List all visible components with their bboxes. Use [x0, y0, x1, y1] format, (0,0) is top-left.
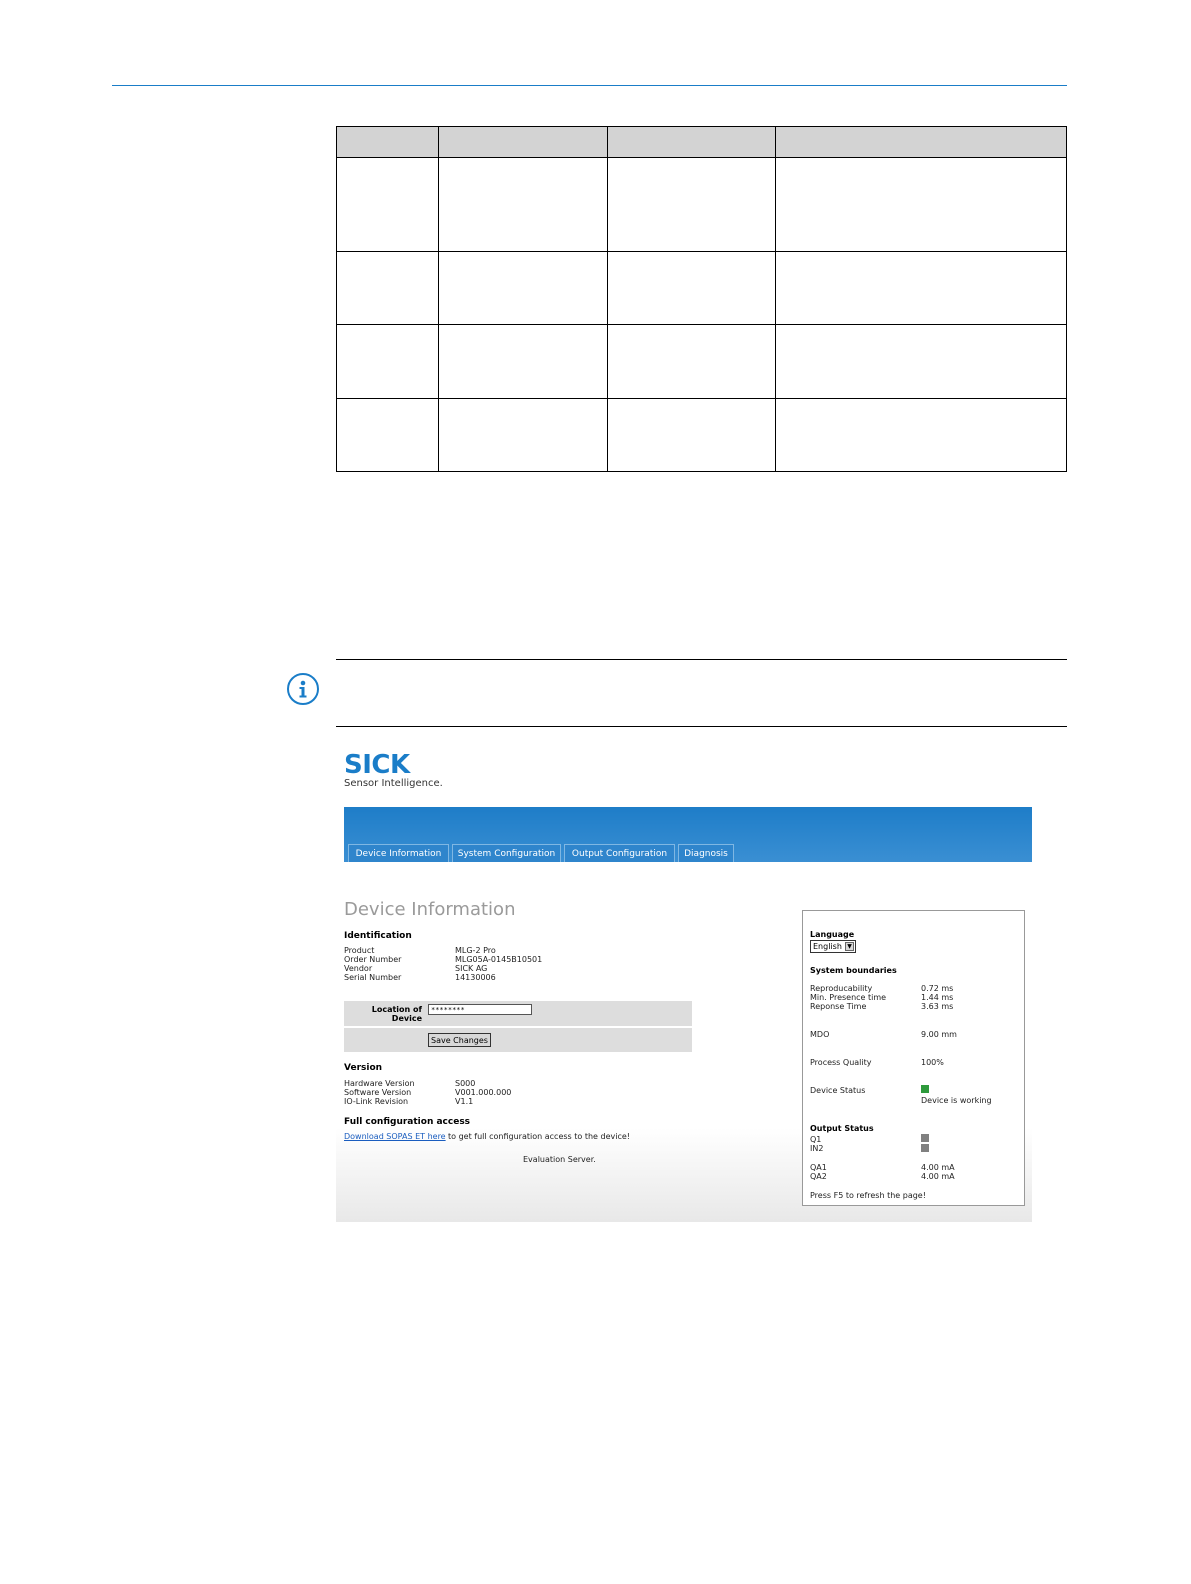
io-link-revision-label: IO-Link Revision	[344, 1097, 409, 1106]
header-rule	[112, 85, 1067, 86]
process-quality-value: 100%	[921, 1058, 944, 1067]
boundary-values	[921, 984, 953, 1011]
product-value: MLG-2 Pro	[455, 946, 496, 955]
in2-label: IN2	[810, 1144, 824, 1153]
version-labels	[344, 1079, 415, 1106]
save-changes-button[interactable]: Save Changes	[428, 1033, 491, 1047]
min-presence-value: 1.44 ms	[921, 993, 954, 1002]
hardware-version-label: Hardware Version	[344, 1079, 415, 1088]
location-row	[344, 1001, 692, 1026]
reproducability-value: 0.72 ms	[921, 984, 954, 993]
tab-diagnosis[interactable]: Diagnosis	[678, 844, 734, 862]
q1-label: Q1	[810, 1135, 822, 1144]
sick-logo: SICK	[344, 750, 410, 780]
serial-number-label: Serial Number	[344, 973, 402, 982]
identification-heading: Identification	[344, 931, 412, 941]
page-title: Device Information	[344, 899, 516, 920]
identification-values	[455, 946, 542, 982]
qa2-value: 4.00 mA	[921, 1172, 955, 1181]
response-time-value: 3.63 ms	[921, 1002, 954, 1011]
web-ui-screenshot	[336, 738, 1032, 1222]
device-status-label: Device Status	[810, 1086, 866, 1095]
status-panel	[802, 910, 1025, 1206]
note-top-rule	[336, 659, 1067, 660]
identification-labels	[344, 946, 401, 982]
product-label: Product	[344, 946, 375, 955]
tab-output-configuration[interactable]: Output Configuration	[564, 844, 675, 862]
logo-tagline: Sensor Intelligence.	[344, 778, 443, 789]
table-row	[337, 158, 1067, 252]
refresh-note: Press F5 to refresh the page!	[810, 1191, 926, 1200]
language-label: Language	[810, 930, 855, 939]
tab-device-information[interactable]: Device Information	[348, 844, 449, 862]
reproducability-label: Reproducability	[810, 984, 873, 993]
vendor-value: SICK AG	[455, 964, 488, 973]
note-bottom-rule	[336, 726, 1067, 727]
boundary-labels	[810, 984, 886, 1011]
nav-bar	[344, 807, 1032, 862]
table-row	[337, 325, 1067, 399]
qa2-label: QA2	[810, 1172, 827, 1181]
info-icon	[287, 673, 319, 705]
empty-table	[336, 126, 1067, 472]
table-header-row	[337, 127, 1067, 158]
hardware-version-value: S000	[455, 1079, 476, 1088]
mdo-label: MDO	[810, 1030, 830, 1039]
qa1-value: 4.00 mA	[921, 1163, 955, 1172]
full-access-heading: Full configuration access	[344, 1117, 471, 1127]
analog-values	[921, 1163, 955, 1181]
save-row	[344, 1028, 692, 1052]
download-sopas-link[interactable]: Download SOPAS ET here	[344, 1132, 446, 1141]
mdo-value: 9.00 mm	[921, 1030, 957, 1039]
table-row	[337, 252, 1067, 325]
status-ok-icon	[921, 1085, 929, 1093]
download-sopas-text: to get full configuration access to the device!	[448, 1132, 630, 1141]
min-presence-label: Min. Presence time	[810, 993, 887, 1002]
tab-system-configuration[interactable]: System Configuration	[452, 844, 561, 862]
chevron-down-icon: ▼	[845, 942, 854, 951]
vendor-label: Vendor	[344, 964, 373, 973]
system-boundaries-heading: System boundaries	[810, 966, 897, 975]
table-row	[337, 399, 1067, 472]
output-labels	[810, 1135, 823, 1153]
q1-status-icon	[921, 1134, 929, 1142]
analog-labels	[810, 1163, 827, 1181]
location-label: Location of Device	[371, 1005, 422, 1023]
order-number-value: MLG05A-0145B10501	[455, 955, 543, 964]
language-value: English	[813, 942, 842, 951]
serial-number-value: 14130006	[455, 973, 496, 982]
response-time-label: Reponse Time	[810, 1002, 867, 1011]
software-version-label: Software Version	[344, 1088, 412, 1097]
version-values	[455, 1079, 511, 1106]
version-heading: Version	[344, 1063, 383, 1073]
location-input[interactable]: ********	[428, 1004, 532, 1015]
device-status-text: Device is working	[921, 1096, 992, 1105]
language-select[interactable]	[810, 940, 856, 953]
qa1-label: QA1	[810, 1163, 827, 1172]
evaluation-server-text: Evaluation Server.	[523, 1155, 596, 1164]
order-number-label: Order Number	[344, 955, 402, 964]
software-version-value: V001.000.000	[455, 1088, 512, 1097]
process-quality-label: Process Quality	[810, 1058, 872, 1067]
io-link-revision-value: V1.1	[455, 1097, 474, 1106]
output-status-heading: Output Status	[810, 1124, 874, 1133]
in2-status-icon	[921, 1144, 929, 1152]
